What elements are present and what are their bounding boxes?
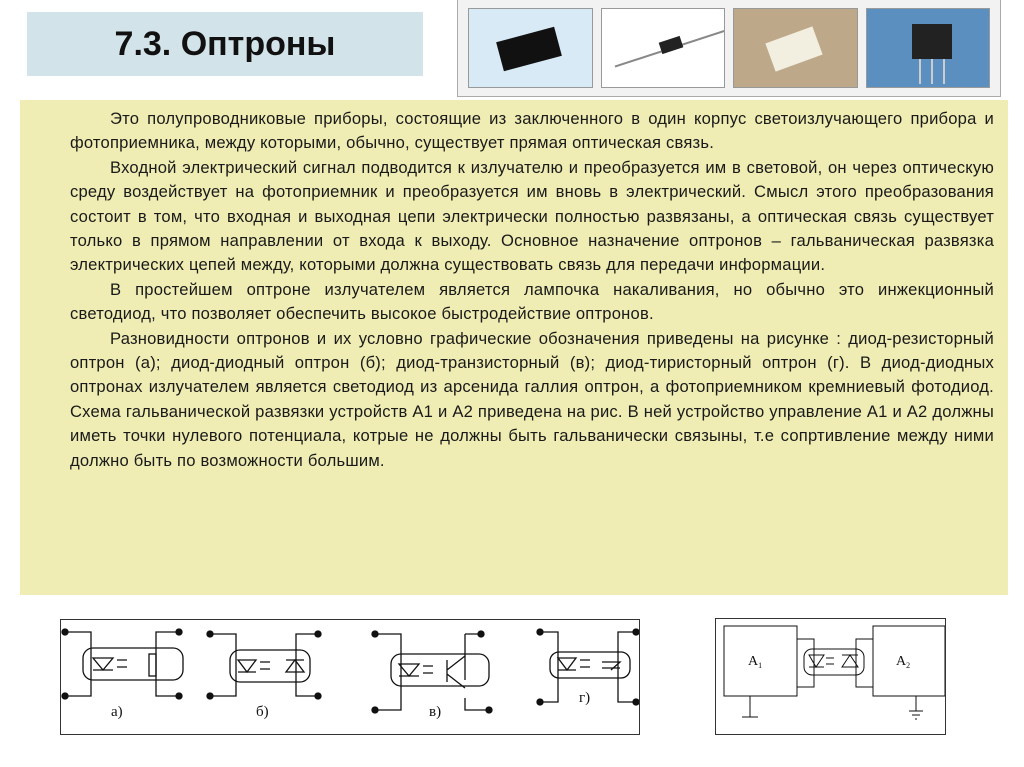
svg-text:A1 bbox=[748, 654, 762, 670]
dip-optocoupler-photo bbox=[733, 8, 858, 88]
paragraph: Это полупроводниковые приборы, состоящие из заключенного в один корпус светоизлучающего прибора и фотоприемника, между которыми, обычно, существует прямая оптическая связь. bbox=[70, 109, 994, 153]
galvanic-isolation-diagram bbox=[715, 618, 946, 735]
label-b: б) bbox=[256, 704, 269, 720]
paragraph: Входной электрический сигнал подводится к излучателю и преобразуется им в световой, он через оптическую среду воздействует на фотоприемник и преобразуется им вновь в электрический. Смысл этого преобразования состоит в том, что входная и выходная цепи электрически полностью развязаны, а оптическая связь существует только в прямом направлении от входа к выходу. Основное назначение оптронов – гальваническая развязка электрических цепей между, которыми должна существовать связь для передачи информации. bbox=[70, 157, 994, 275]
a2-subscript: 2 bbox=[906, 661, 911, 670]
to220-optocoupler-photo bbox=[866, 8, 991, 88]
label-g: г) bbox=[579, 690, 591, 706]
paragraph: Разновидности оптронов и их условно графические обозначения приведены на рисунке : диод-резисторный оптрон (а); диод-диодный оптрон (б); диод-транзисторный (в); диод-тиристорный оптрон (г). В диод-диодных оптронах излучателем является светодиод из арсенида галлия оптрон, а фотоприемником кремниевый фотодиод. Схема гальванической развязки устройств А1 и А2 приведена на рис. В ней устройство управление А1 и А2 должны иметь точки нулевого потенциала, котрые не должны быть гальванически связыны, т.е сопртивление между ними должно быть по возможности большим. bbox=[70, 328, 994, 470]
photo-strip bbox=[457, 0, 1001, 97]
label-a: а) bbox=[111, 704, 123, 720]
a2-label: A bbox=[896, 654, 907, 669]
svg-text:A2 bbox=[896, 654, 910, 670]
label-v: в) bbox=[429, 704, 442, 720]
optocoupler-b bbox=[207, 631, 321, 699]
a1-label: A bbox=[748, 654, 759, 669]
optocoupler-slot-photo bbox=[468, 8, 593, 88]
optocoupler-a bbox=[62, 629, 183, 699]
optocoupler-v bbox=[372, 631, 492, 713]
optocoupler-types-diagram bbox=[60, 619, 640, 735]
a1-subscript: 1 bbox=[758, 661, 763, 670]
slide-title: 7.3. Оптроны bbox=[27, 12, 423, 76]
text-panel bbox=[20, 100, 1008, 595]
paragraph: В простейшем оптроне излучателем является лампочка накаливания, но обычно это инжекционный светодиод, что позволяет обеспечить высокое быстродействие оптронов. bbox=[70, 279, 994, 324]
diode-photo bbox=[601, 8, 726, 88]
